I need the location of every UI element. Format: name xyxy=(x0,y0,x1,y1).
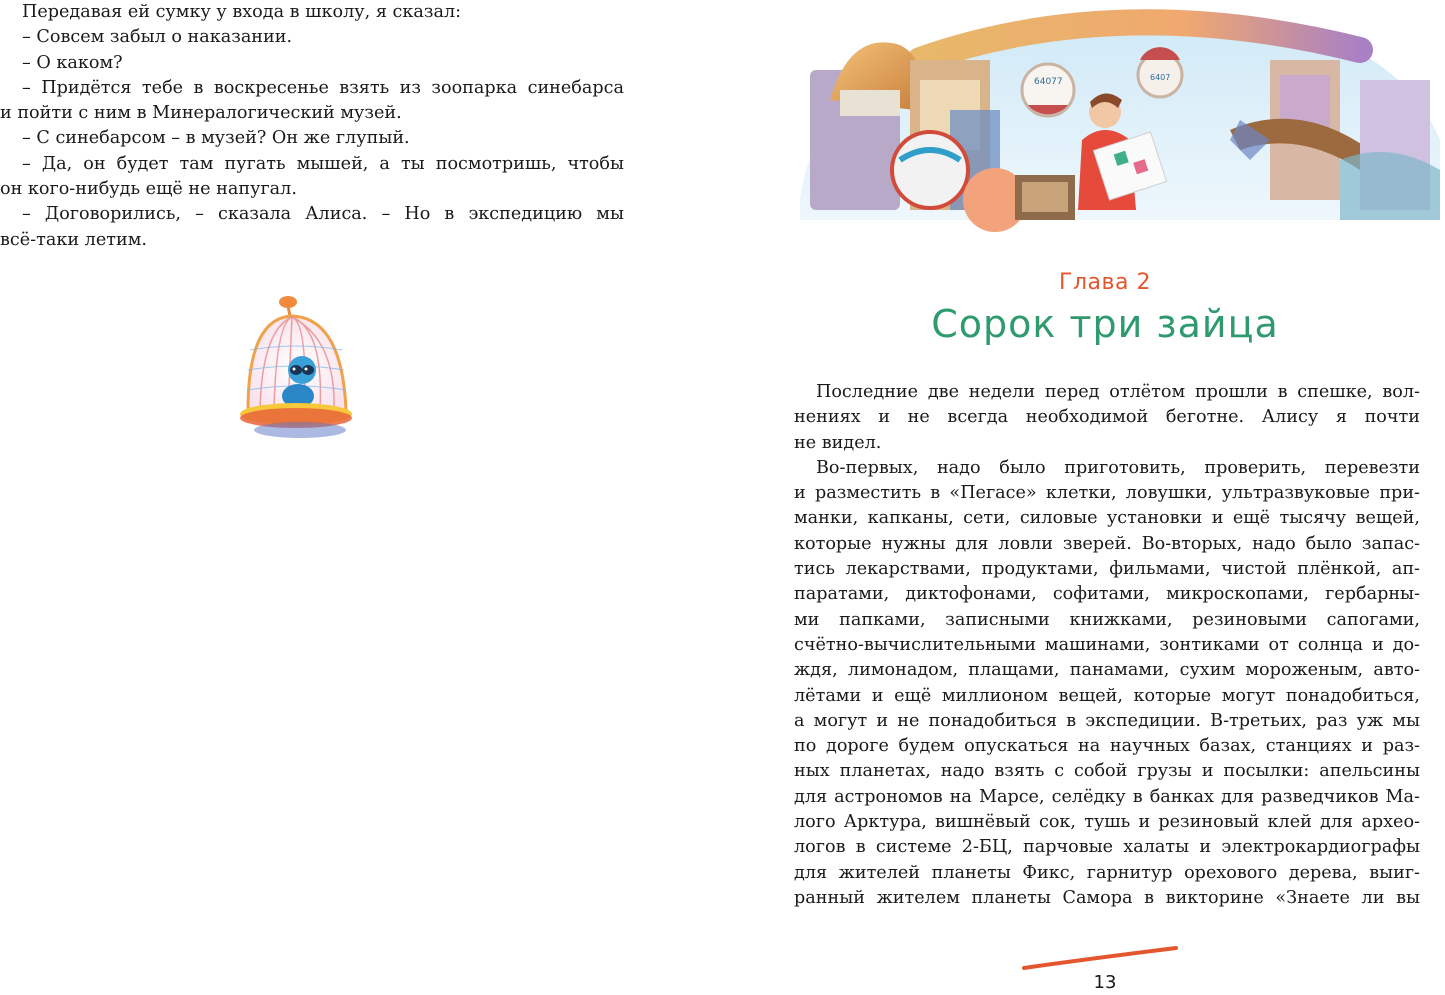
brush-stroke-decoration xyxy=(1020,938,1180,974)
museum-hall-illustration xyxy=(800,0,1440,240)
text-line: Передавая ей сумку у входа в школу, я сказал: xyxy=(22,2,462,22)
chapter-number: Глава 2 xyxy=(1059,270,1151,295)
text-line: ных планетах, надо взять с собой грузы и посылки: апельсины xyxy=(794,761,1420,782)
left-page xyxy=(0,0,640,995)
text-line: лётами и ещё миллионом вещей, которые могут понадобиться, xyxy=(794,685,1420,706)
text-line: счётно-вычислительными машинами, зонтиками от солнца и до- xyxy=(794,634,1420,655)
text-line: – Придётся тебе в воскресенье взять из зоопарка синебарса xyxy=(22,77,624,98)
text-line: – Договорились, – сказала Алиса. – Но в экспедицию мы xyxy=(22,204,624,225)
text-line: – С синебарсом – в музей? Он же глупый. xyxy=(22,128,410,149)
text-line: он кого-нибудь ещё не напугал. xyxy=(0,179,297,200)
text-line: и разместить в «Пегасе» клетки, ловушки, ультразвуковые при- xyxy=(794,483,1420,504)
right-page-text xyxy=(794,380,1420,911)
text-line: Последние две недели перед отлётом прошли в спешке, вол- xyxy=(816,382,1420,402)
text-line: паратами, диктофонами, софитами, микроскопами, гербарны- xyxy=(794,584,1420,605)
text-line: для жителей планеты Фикс, гарнитур орехового дерева, выиг- xyxy=(794,862,1420,883)
text-line: логов в системе 2-БЦ, парчовые халаты и электрокардиографы xyxy=(794,837,1420,858)
text-line: которые нужны для ловли зверей. Во-вторых, надо было запас- xyxy=(794,533,1420,554)
text-line: тись лекарствами, продуктами, фильмами, чистой плёнкой, ап- xyxy=(794,559,1420,580)
text-line: ми папками, записными книжками, резиновыми сапогами, xyxy=(794,609,1420,630)
left-page-text xyxy=(0,0,624,253)
text-line: по дороге будем опускаться на научных базах, станциях и раз- xyxy=(794,736,1420,757)
text-line: манки, капканы, сети, силовые установки и ещё тысячу вещей, xyxy=(794,508,1420,529)
gauge-label-left: 64077 xyxy=(1034,77,1063,87)
right-page xyxy=(770,0,1445,995)
text-line: ранный жителем планеты Самора в викторине «Знаете ли вы xyxy=(794,887,1420,908)
text-line: – Совсем забыл о наказании. xyxy=(22,27,293,48)
gauge-label-right: 6407 xyxy=(1150,73,1171,82)
text-line: лого Арктура, вишнёвый сок, тушь и резиновый клей для архео- xyxy=(794,812,1420,833)
text-line: всё-таки летим. xyxy=(0,229,147,250)
text-line: не видел. xyxy=(794,432,882,453)
birdcage-creature-illustration xyxy=(230,290,370,460)
text-line: – Да, он будет там пугать мышей, а ты посмотришь, чтобы xyxy=(22,153,624,174)
chapter-title: Сорок три зайца xyxy=(931,302,1279,346)
text-line: для астрономов на Марсе, селёдку в банках для разведчиков Ма- xyxy=(794,786,1420,807)
text-line: – О каком? xyxy=(22,52,123,73)
text-line: нениях и не всегда необходимой беготне. Алису я почти xyxy=(794,407,1420,428)
text-line: и пойти с ним в Минералогический музей. xyxy=(0,103,402,124)
text-line: Во-первых, надо было приготовить, проверить, перевезти xyxy=(816,457,1420,478)
text-line: а могут и не понадобиться в экспедиции. В-третьих, раз уж мы xyxy=(794,710,1420,731)
text-line: ждя, лимонадом, плащами, панамами, сухим мороженым, авто- xyxy=(794,660,1420,681)
page-number: 13 xyxy=(1093,972,1117,993)
